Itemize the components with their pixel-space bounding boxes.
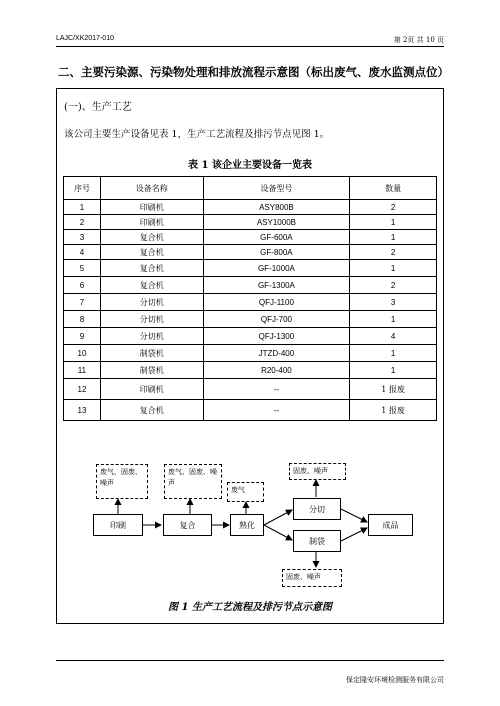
table-row	[64, 328, 437, 345]
cell-model: R20-400	[203, 362, 350, 379]
cell-quantity: 1	[350, 345, 437, 362]
cell-name: 印刷机	[100, 379, 203, 400]
cell-model: --	[203, 400, 350, 421]
process-bag: 制袋	[293, 530, 341, 552]
cell-name: 复合机	[100, 260, 203, 277]
intro-text: 该公司主要生产设备见表 1，生产工艺流程及排污节点见图 1。	[64, 129, 330, 140]
cell-quantity: 1 报废	[350, 400, 437, 421]
cell-name: 制袋机	[100, 362, 203, 379]
section-title: 二、主要污染源、污染物处理和排放流程示意图（标出废气、废水监测点位）	[58, 65, 449, 79]
cell-model: QFJ-1100	[203, 294, 350, 311]
cell-model: GF-1300A	[203, 277, 350, 294]
cell-model: GF-800A	[203, 245, 350, 260]
cell-name: 分切机	[100, 294, 203, 311]
equipment-table	[63, 176, 437, 421]
doc-code: LAJC/XK2017-010	[56, 35, 114, 42]
cell-index: 1	[64, 200, 101, 215]
cell-quantity: 1	[350, 311, 437, 328]
emission-note-compound: 废气、固废、噪声	[164, 464, 222, 499]
figure-caption: 图 1 生产工艺流程及排污节点示意图	[168, 602, 332, 613]
cell-quantity: 2	[350, 200, 437, 215]
table-header-row	[64, 177, 437, 200]
table-row	[64, 215, 437, 230]
emission-note-bag: 固废、噪声	[282, 569, 342, 587]
cell-quantity: 1	[350, 230, 437, 245]
cell-quantity: 1	[350, 362, 437, 379]
cell-index: 5	[64, 260, 101, 277]
emission-note-print: 废气、固废、噪声	[96, 464, 148, 499]
cell-name: 分切机	[100, 311, 203, 328]
col-header-quantity: 数量	[350, 177, 437, 200]
table-row	[64, 345, 437, 362]
col-header-name: 设备名称	[100, 177, 203, 200]
cell-quantity: 2	[350, 277, 437, 294]
cell-model: JTZD-400	[203, 345, 350, 362]
cell-index: 8	[64, 311, 101, 328]
col-header-index: 序号	[64, 177, 101, 200]
cell-index: 2	[64, 215, 101, 230]
cell-model: QFJ-1300	[203, 328, 350, 345]
cell-quantity: 1	[350, 260, 437, 277]
cell-name: 复合机	[100, 400, 203, 421]
table-row	[64, 260, 437, 277]
cell-model: --	[203, 379, 350, 400]
cell-model: ASY1000B	[203, 215, 350, 230]
cell-index: 7	[64, 294, 101, 311]
cell-index: 11	[64, 362, 101, 379]
cell-name: 印刷机	[100, 215, 203, 230]
table-row	[64, 200, 437, 215]
cell-index: 3	[64, 230, 101, 245]
emission-note-slit: 固废、噪声	[289, 463, 346, 480]
cell-model: QFJ-700	[203, 311, 350, 328]
process-compound: 复合	[163, 514, 212, 536]
cell-index: 12	[64, 379, 101, 400]
cell-index: 4	[64, 245, 101, 260]
process-flow-diagram	[93, 456, 453, 592]
cell-index: 10	[64, 345, 101, 362]
cell-index: 13	[64, 400, 101, 421]
table-row	[64, 379, 437, 400]
process-product: 成品	[368, 514, 413, 536]
table-row	[64, 362, 437, 379]
cell-name: 印刷机	[100, 200, 203, 215]
cell-quantity: 2	[350, 245, 437, 260]
table-row	[64, 400, 437, 421]
cell-name: 复合机	[100, 230, 203, 245]
cell-quantity: 1 报废	[350, 379, 437, 400]
cell-model: GF-1000A	[203, 260, 350, 277]
subsection-title: (一)、生产工艺	[64, 102, 132, 113]
cell-quantity: 4	[350, 328, 437, 345]
page-number: 第 2页 共 10 页	[393, 36, 444, 44]
table-row	[64, 230, 437, 245]
table-caption: 表 1 该企业主要设备一览表	[188, 160, 312, 171]
cell-index: 9	[64, 328, 101, 345]
cell-quantity: 1	[350, 215, 437, 230]
process-slit: 分切	[293, 498, 341, 520]
table-row	[64, 311, 437, 328]
cell-model: GF-600A	[203, 230, 350, 245]
cell-name: 制袋机	[100, 345, 203, 362]
cell-model: ASY800B	[203, 200, 350, 215]
cell-index: 6	[64, 277, 101, 294]
process-print: 印刷	[93, 514, 143, 536]
page-header	[56, 34, 444, 47]
company-name: 保定隆安环境检测服务有限公司	[346, 676, 444, 684]
cell-name: 复合机	[100, 245, 203, 260]
process-cure: 熟化	[230, 514, 264, 536]
col-header-model: 设备型号	[203, 177, 350, 200]
cell-name: 分切机	[100, 328, 203, 345]
cell-quantity: 3	[350, 294, 437, 311]
table-row	[64, 277, 437, 294]
table-row	[64, 294, 437, 311]
page-footer	[56, 660, 444, 684]
emission-note-cure: 废气	[227, 482, 264, 502]
table-row	[64, 245, 437, 260]
cell-name: 复合机	[100, 277, 203, 294]
